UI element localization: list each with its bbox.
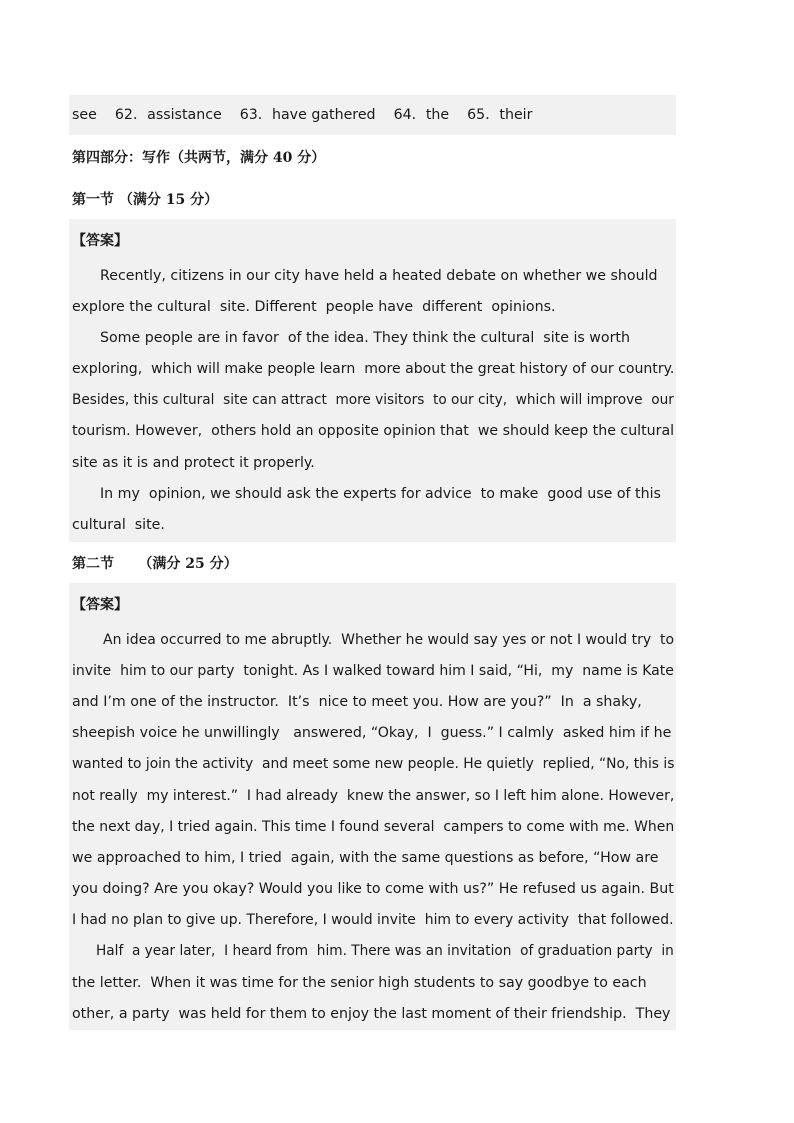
section2-line: not really my interest.” I had already knew the answer, so I left him alone. However,	[72, 788, 675, 804]
section2-line: I had no plan to give up. Therefore, I would invite him to every activity that followed.	[72, 912, 674, 928]
section2-line: wanted to join the activity and meet some new people. He quietly replied, “No, this is	[72, 756, 675, 772]
section2-line: other, a party was held for them to enjoy the last moment of their friendship. They	[72, 1006, 671, 1022]
section2-answer-block	[69, 583, 676, 1030]
section1-line: explore the cultural site. Different people have different opinions.	[72, 299, 556, 315]
section1-line: Recently, citizens in our city have held a heated debate on whether we should	[100, 268, 658, 284]
section2-line: we approached to him, I tried again, with the same questions as before, “How are	[72, 850, 659, 866]
section2-answer-tag: 【答案】	[72, 597, 128, 613]
section1-line: exploring, which will make people learn more about the great history of our country.	[72, 361, 675, 377]
section2-line: you doing? Are you okay? Would you like to come with us?” He refused us again. But	[72, 881, 674, 897]
section2-line: sheepish voice he unwillingly answered, “Okay, I guess.” I calmly asked him if he	[72, 725, 672, 741]
section2-line: and I’m one of the instructor. It’s nice to meet you. How are you?” In a shaky,	[72, 694, 642, 710]
section1-line: tourism. However, others hold an opposite opinion that we should keep the cultural	[72, 423, 675, 439]
section2-line: An idea occurred to me abruptly. Whether he would say yes or not I would try to	[103, 632, 675, 648]
answers-row: see 62．assistance 63．have gathered 64．the 65．their	[72, 107, 533, 123]
section1-line: site as it is and protect it properly.	[72, 455, 315, 471]
section1-line: In my opinion, we should ask the experts for advice to make good use of this	[100, 486, 661, 502]
section1-line: cultural site.	[72, 517, 165, 533]
section1-line: Besides, this cultural site can attract more visitors to our city, which will improve our	[72, 392, 674, 408]
section1-answer-tag: 【答案】	[72, 233, 128, 249]
section1-heading: 第一节 （满分 15 分）	[72, 192, 219, 208]
section2-heading: 第二节 （满分 25 分）	[72, 556, 238, 572]
part4-heading: 第四部分：写作（共两节，满分 40 分）	[72, 150, 326, 166]
section2-line: invite him to our party tonight. As I walked toward him I said, “Hi, my name is Kate	[72, 663, 674, 679]
section1-line: Some people are in favor of the idea. They think the cultural site is worth	[100, 330, 630, 346]
section2-line: the letter. When it was time for the senior high students to say goodbye to each	[72, 975, 647, 991]
section2-line: the next day, I tried again. This time I found several campers to come with me. When	[72, 819, 675, 835]
section2-line: Half a year later, I heard from him. There was an invitation of graduation party in	[96, 943, 674, 959]
